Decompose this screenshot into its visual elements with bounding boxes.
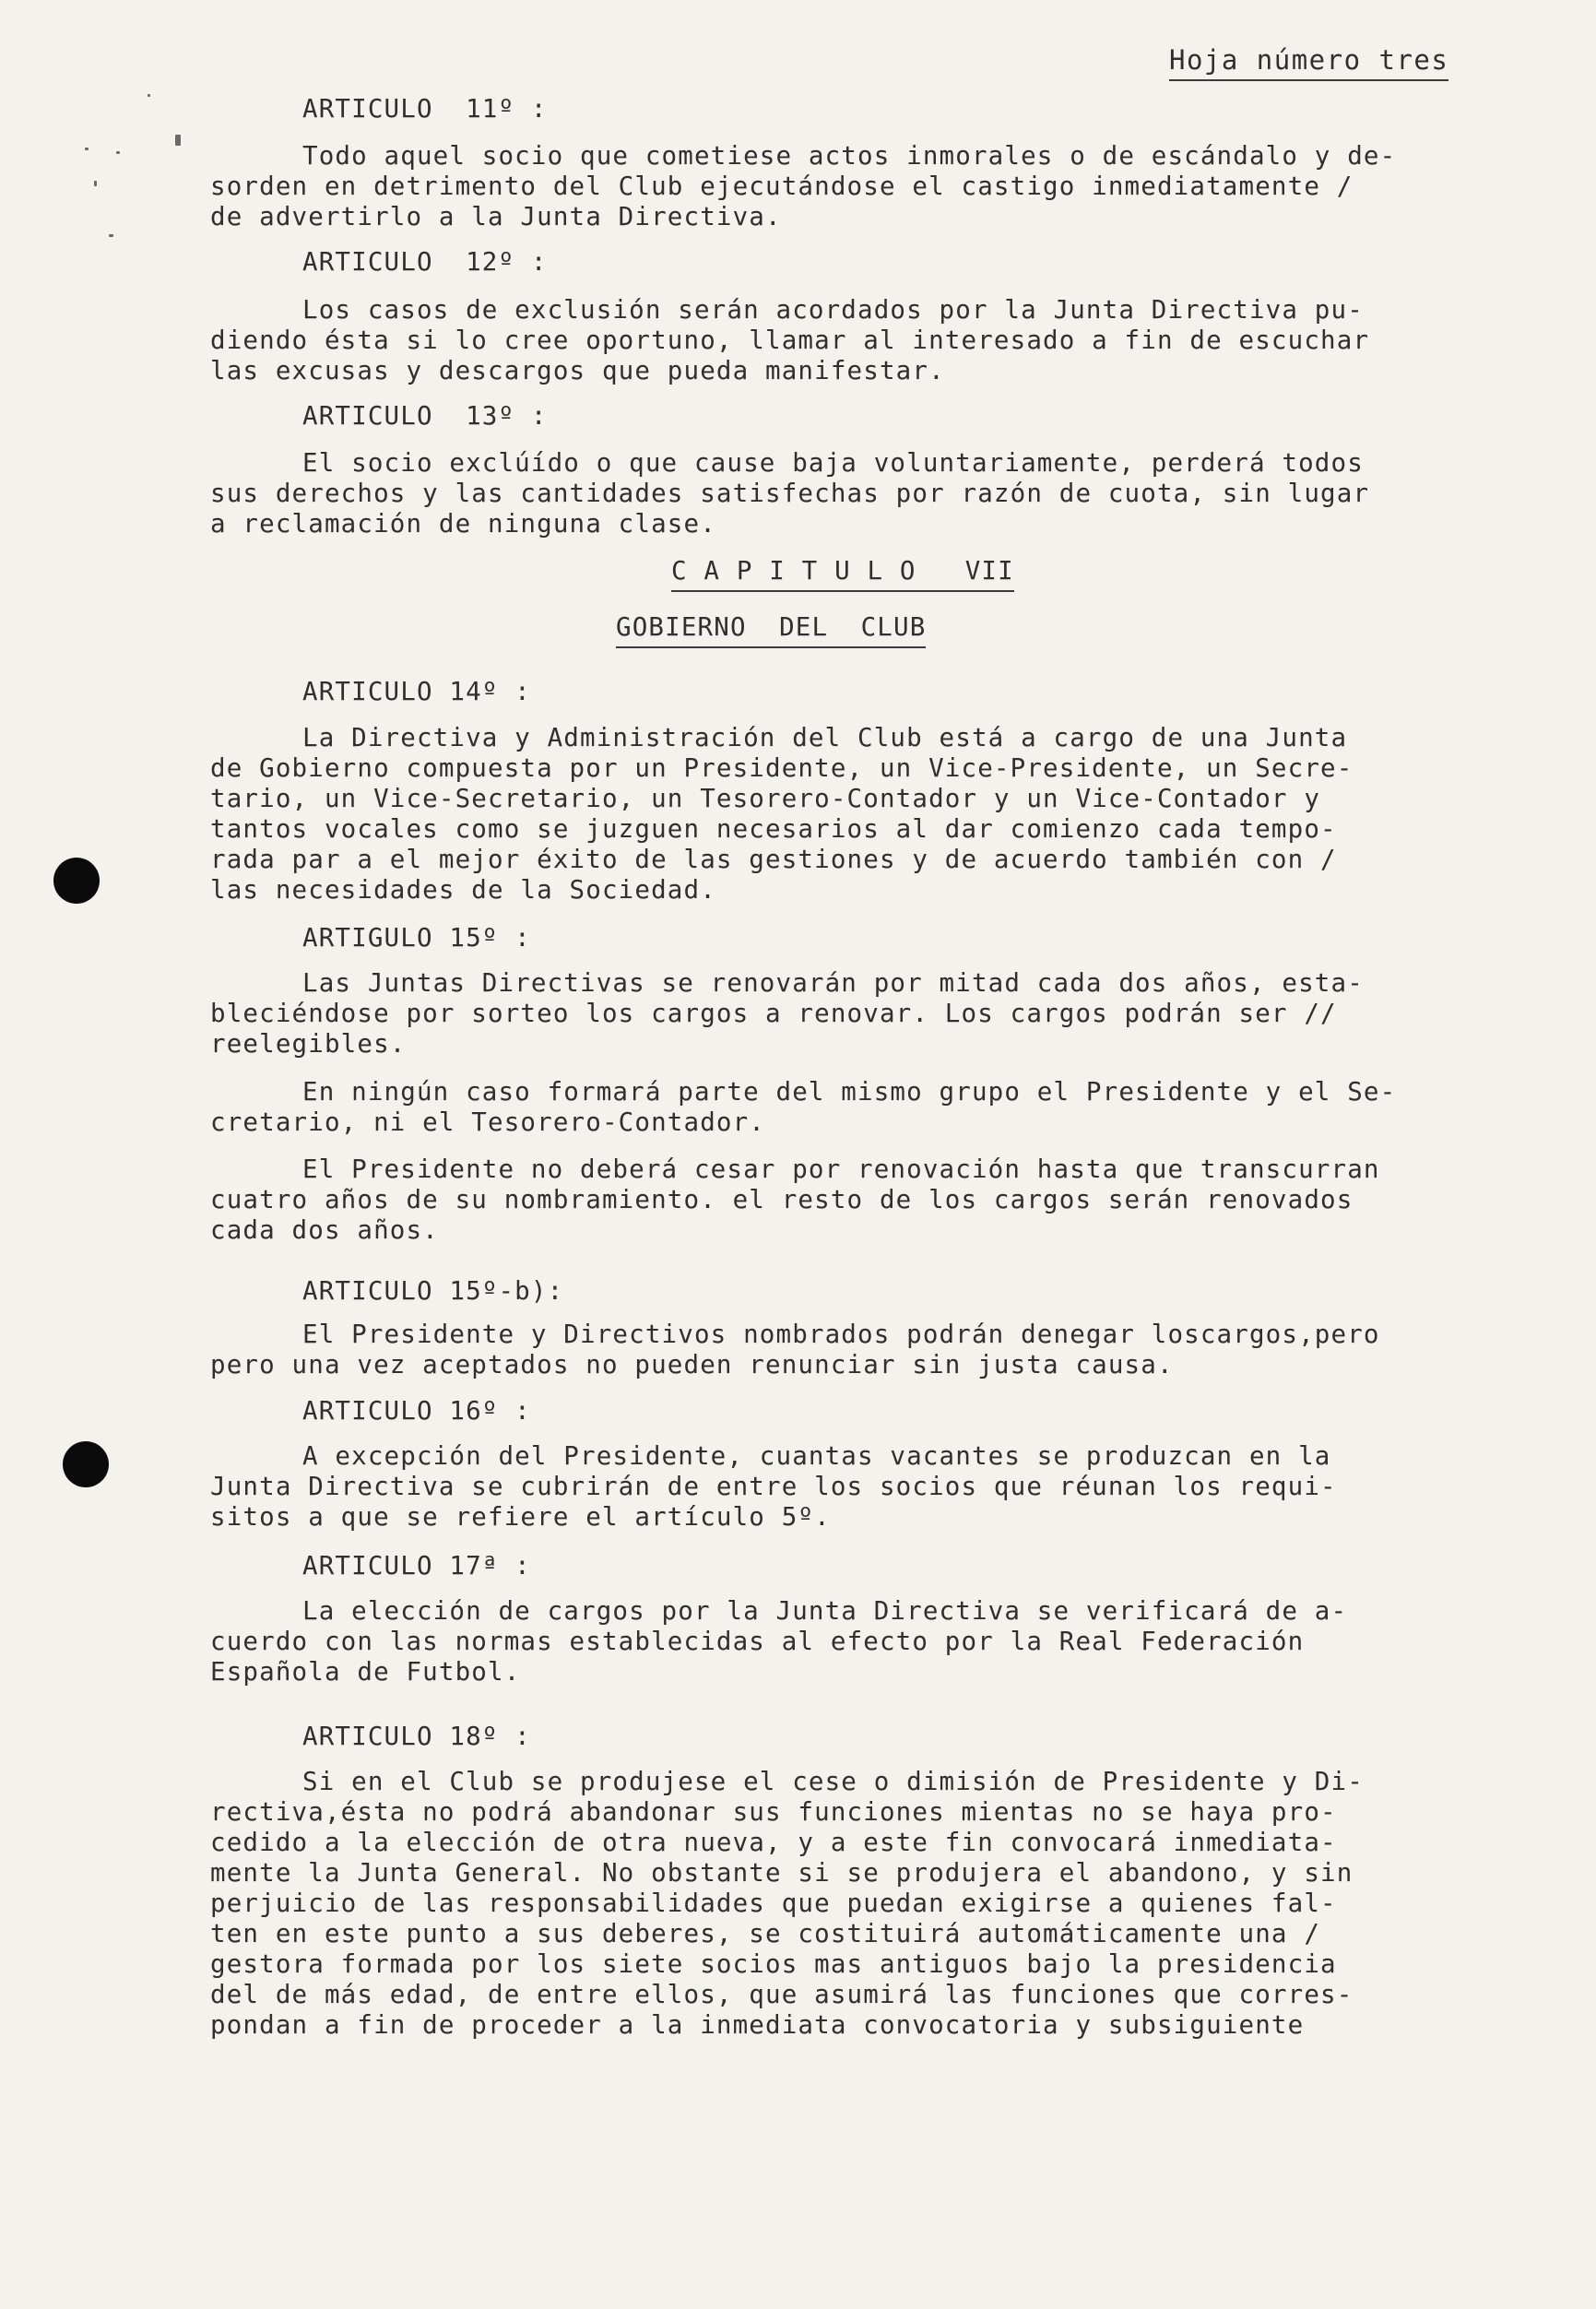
punch-hole-bottom <box>63 1441 109 1487</box>
article-17-line-2: cuerdo con las normas establecidas al efecto por la Real Federación <box>210 1627 1305 1656</box>
article-18-line-1: Si en el Club se produjese el cese o dimisión de Presidente y Di- <box>302 1767 1364 1796</box>
article-15-p2-line-2: cretario, ni el Tesorero-Contador. <box>210 1107 766 1137</box>
article-15-title: ARTIGULO 15º : <box>302 923 531 953</box>
article-14-line-6: las necesidades de la Sociedad. <box>210 875 716 905</box>
article-11-line-3: de advertirlo a la Junta Directiva. <box>210 202 782 231</box>
article-18-line-7: gestora formada por los siete socios mas antiguos bajo la presidencia <box>210 1949 1337 1979</box>
article-15-p1-line-2: bleciéndose por sorteo los cargos a renovar. Los cargos podrán ser // <box>210 999 1337 1028</box>
article-18-line-5: perjuicio de las responsabilidades que puedan exigirse a quienes fal- <box>210 1889 1337 1918</box>
page-number-header: Hoja número tres <box>1169 44 1448 81</box>
article-17-title: ARTICULO 17ª : <box>302 1551 531 1581</box>
article-18-line-2: rectiva,ésta no podrá abandonar sus funciones mientas no se haya pro- <box>210 1797 1337 1827</box>
article-13-line-3: a reclamación de ninguna clase. <box>210 509 716 539</box>
chapter-title: C A P I T U L O VII <box>671 556 1014 592</box>
article-18-title: ARTICULO 18º : <box>302 1722 531 1751</box>
scan-mark <box>109 234 113 237</box>
article-14-line-2: de Gobierno compuesta por un Presidente, un Vice-Presidente, un Secre- <box>210 753 1354 783</box>
article-16-title: ARTICULO 16º : <box>302 1396 531 1426</box>
article-12-line-3: las excusas y descargos que pueda manifestar. <box>210 356 945 385</box>
article-17-line-3: Española de Futbol. <box>210 1657 521 1687</box>
article-15-p1-line-1: Las Juntas Directivas se renovarán por mitad cada dos años, esta- <box>302 968 1364 998</box>
scan-mark <box>116 151 120 154</box>
article-15-p2-line-1: En ningún caso formará parte del mismo grupo el Presidente y el Se- <box>302 1077 1397 1107</box>
article-12-line-1: Los casos de exclusión serán acordados por la Junta Directiva pu- <box>302 295 1364 325</box>
article-15b-line-1: El Presidente y Directivos nombrados podrán denegar loscargos,pero <box>302 1320 1380 1349</box>
article-13-title: ARTICULO 13º : <box>302 401 548 431</box>
scan-mark <box>175 135 181 146</box>
article-14-line-5: rada par a el mejor éxito de las gestiones y de acuerdo también con / <box>210 845 1337 874</box>
scan-mark <box>148 94 150 97</box>
scan-mark <box>85 148 89 150</box>
article-15-p3-line-1: El Presidente no deberá cesar por renovación hasta que transcurran <box>302 1154 1380 1184</box>
article-18-line-6: ten en este punto a sus deberes, se costituirá automáticamente una / <box>210 1919 1321 1948</box>
article-12-line-2: diendo ésta si lo cree oportuno, llamar al interesado a fin de escuchar <box>210 326 1370 355</box>
article-14-line-4: tantos vocales como se juzguen necesarios al dar comienzo cada tempo- <box>210 814 1337 844</box>
article-17-line-1: La elección de cargos por la Junta Directiva se verificará de a- <box>302 1596 1348 1626</box>
article-16-line-1: A excepción del Presidente, cuantas vacantes se produzcan en la <box>302 1441 1331 1471</box>
article-11-line-2: sorden en detrimento del Club ejecutándose el castigo inmediatamente / <box>210 172 1354 201</box>
scan-mark <box>94 181 97 186</box>
chapter-subtitle: GOBIERNO DEL CLUB <box>616 612 926 648</box>
article-18-line-8: del de más edad, de entre ellos, que asumirá las funciones que corres- <box>210 1980 1354 2009</box>
article-14-line-1: La Directiva y Administración del Club está a cargo de una Junta <box>302 723 1348 752</box>
article-11-line-1: Todo aquel socio que cometiese actos inmorales o de escándalo y de- <box>302 141 1397 171</box>
article-13-line-2: sus derechos y las cantidades satisfechas por razón de cuota, sin lugar <box>210 479 1370 508</box>
article-15-p1-line-3: reelegibles. <box>210 1029 407 1059</box>
article-18-line-4: mente la Junta General. No obstante si se produjera el abandono, y sin <box>210 1858 1354 1888</box>
article-13-line-1: El socio exclúído o que cause baja voluntariamente, perderá todos <box>302 448 1364 478</box>
article-15b-line-2: pero una vez aceptados no pueden renunciar sin justa causa. <box>210 1350 1174 1379</box>
article-14-title: ARTICULO 14º : <box>302 677 531 706</box>
article-16-line-2: Junta Directiva se cubrirán de entre los socios que réunan los requi- <box>210 1472 1337 1501</box>
article-15-p3-line-2: cuatro años de su nombramiento. el resto de los cargos serán renovados <box>210 1185 1354 1214</box>
article-15b-title: ARTICULO 15º-b): <box>302 1276 564 1306</box>
article-11-title: ARTICULO 11º : <box>302 94 548 124</box>
article-18-line-3: cedido a la elección de otra nueva, y a este fin convocará inmediata- <box>210 1828 1337 1857</box>
article-16-line-3: sitos a que se refiere el artículo 5º. <box>210 1502 831 1532</box>
article-14-line-3: tario, un Vice-Secretario, un Tesorero-Contador y un Vice-Contador y <box>210 784 1321 813</box>
article-18-line-9: pondan a fin de proceder a la inmediata convocatoria y subsiguiente <box>210 2010 1305 2040</box>
punch-hole-top <box>53 858 100 904</box>
article-15-p3-line-3: cada dos años. <box>210 1215 439 1245</box>
article-12-title: ARTICULO 12º : <box>302 247 548 277</box>
